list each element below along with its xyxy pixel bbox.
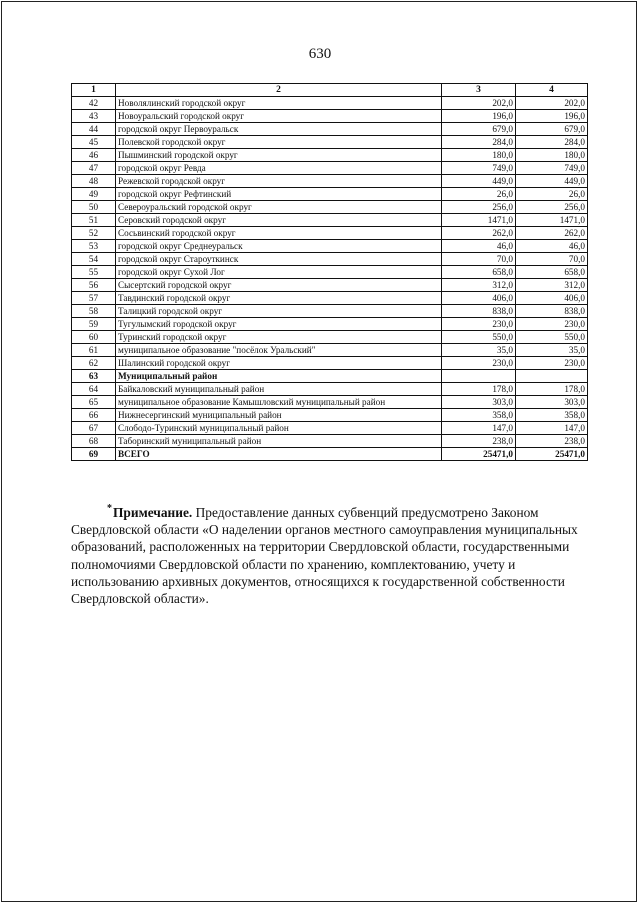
row-name-cell: ВСЕГО — [116, 448, 442, 461]
row-value-col4-cell: 180,0 — [516, 149, 588, 162]
row-name-cell: Байкаловский муниципальный район — [116, 383, 442, 396]
table-body — [72, 97, 588, 461]
row-value-col4-cell: 230,0 — [516, 357, 588, 370]
note-line: Свердловской области». — [71, 591, 209, 607]
row-name-cell: Пышминский городской округ — [116, 149, 442, 162]
note-line: использованию архивных документов, относящихся к государственной собственности — [71, 573, 565, 589]
row-number-cell: 42 — [72, 97, 116, 110]
header-col-4: 4 — [516, 84, 588, 97]
table-row — [72, 227, 588, 240]
row-name-cell: Тавдинский городской округ — [116, 292, 442, 305]
row-number-cell: 65 — [72, 396, 116, 409]
subsidy-table — [71, 83, 588, 461]
row-value-col4-cell: 550,0 — [516, 331, 588, 344]
row-number-cell: 50 — [72, 201, 116, 214]
row-name-cell: Серовский городской округ — [116, 214, 442, 227]
row-name-cell: муниципальное образование "посёлок Уральский" — [116, 344, 442, 357]
row-number-cell: 55 — [72, 266, 116, 279]
row-value-col3-cell: 35,0 — [442, 344, 516, 357]
row-value-col4-cell: 262,0 — [516, 227, 588, 240]
row-number-cell: 56 — [72, 279, 116, 292]
row-name-cell: Муниципальный район — [116, 370, 442, 383]
page-number: 630 — [308, 46, 332, 62]
row-name-cell: Тугулымский городской округ — [116, 318, 442, 331]
row-value-col3-cell: 658,0 — [442, 266, 516, 279]
row-value-col3-cell: 1471,0 — [442, 214, 516, 227]
row-value-col4-cell: 256,0 — [516, 201, 588, 214]
table-row — [72, 383, 588, 396]
row-name-cell: городской округ Староуткинск — [116, 253, 442, 266]
row-name-cell: городской округ Рефтинский — [116, 188, 442, 201]
table-row — [72, 305, 588, 318]
row-value-col4-cell: 147,0 — [516, 422, 588, 435]
row-value-col4-cell: 178,0 — [516, 383, 588, 396]
table-row — [72, 357, 588, 370]
row-number-cell: 68 — [72, 435, 116, 448]
table-row — [72, 175, 588, 188]
row-number-cell: 52 — [72, 227, 116, 240]
row-value-col3-cell: 196,0 — [442, 110, 516, 123]
row-number-cell: 57 — [72, 292, 116, 305]
header-col-1: 1 — [72, 84, 116, 97]
row-value-col3-cell: 838,0 — [442, 305, 516, 318]
note-line: образований, расположенных на территории Свердловской области, государственными — [71, 539, 570, 555]
row-name-cell: городской округ Первоуральск — [116, 123, 442, 136]
row-number-cell: 49 — [72, 188, 116, 201]
row-number-cell: 66 — [72, 409, 116, 422]
table-row — [72, 136, 588, 149]
row-value-col3-cell: 26,0 — [442, 188, 516, 201]
row-value-col3-cell: 180,0 — [442, 149, 516, 162]
row-name-cell: Таборинский муниципальный район — [116, 435, 442, 448]
row-number-cell: 63 — [72, 370, 116, 383]
row-number-cell: 45 — [72, 136, 116, 149]
row-number-cell: 58 — [72, 305, 116, 318]
table-row — [72, 123, 588, 136]
table-row — [72, 396, 588, 409]
row-number-cell: 51 — [72, 214, 116, 227]
row-value-col3-cell: 679,0 — [442, 123, 516, 136]
row-value-col3-cell: 749,0 — [442, 162, 516, 175]
row-value-col3-cell: 550,0 — [442, 331, 516, 344]
row-value-col3-cell: 202,0 — [442, 97, 516, 110]
row-value-col3-cell: 256,0 — [442, 201, 516, 214]
row-name-cell: Сосьвинский городской округ — [116, 227, 442, 240]
row-value-col4-cell — [516, 370, 588, 383]
row-number-cell: 48 — [72, 175, 116, 188]
table-row — [72, 279, 588, 292]
row-value-col4-cell: 35,0 — [516, 344, 588, 357]
row-name-cell: Талицкий городской округ — [116, 305, 442, 318]
row-number-cell: 53 — [72, 240, 116, 253]
row-value-col4-cell: 70,0 — [516, 253, 588, 266]
row-value-col4-cell: 312,0 — [516, 279, 588, 292]
row-value-col3-cell: 262,0 — [442, 227, 516, 240]
note-line: Свердловской области «О наделении органов местного самоуправления муниципальных — [71, 522, 578, 538]
row-value-col3-cell: 449,0 — [442, 175, 516, 188]
row-name-cell: Туринский городской округ — [116, 331, 442, 344]
row-name-cell: Слободо-Туринский муниципальный район — [116, 422, 442, 435]
row-number-cell: 43 — [72, 110, 116, 123]
row-name-cell: муниципальное образование Камышловский муниципальный район — [116, 396, 442, 409]
row-value-col4-cell: 658,0 — [516, 266, 588, 279]
table-row — [72, 409, 588, 422]
note-line: полномочиями Свердловской области по хранению, комплектованию, учету и — [71, 556, 516, 572]
row-value-col4-cell: 749,0 — [516, 162, 588, 175]
table-row — [72, 292, 588, 305]
row-value-col3-cell: 178,0 — [442, 383, 516, 396]
row-value-col4-cell: 303,0 — [516, 396, 588, 409]
row-value-col4-cell: 1471,0 — [516, 214, 588, 227]
row-value-col3-cell: 46,0 — [442, 240, 516, 253]
table-row — [72, 110, 588, 123]
row-name-cell: городской округ Сухой Лог — [116, 266, 442, 279]
row-number-cell: 46 — [72, 149, 116, 162]
row-number-cell: 64 — [72, 383, 116, 396]
table-row — [72, 344, 588, 357]
row-value-col4-cell: 449,0 — [516, 175, 588, 188]
header-col-2: 2 — [116, 84, 442, 97]
row-name-cell: Новолялинский городской округ — [116, 97, 442, 110]
row-name-cell: Сысертский городской округ — [116, 279, 442, 292]
row-value-col3-cell: 70,0 — [442, 253, 516, 266]
table-row — [72, 253, 588, 266]
table-row — [72, 266, 588, 279]
row-value-col4-cell: 284,0 — [516, 136, 588, 149]
row-value-col4-cell: 838,0 — [516, 305, 588, 318]
row-value-col3-cell: 284,0 — [442, 136, 516, 149]
table-row — [72, 214, 588, 227]
row-value-col3-cell: 147,0 — [442, 422, 516, 435]
row-value-col3-cell — [442, 370, 516, 383]
header-col-3: 3 — [442, 84, 516, 97]
table-row — [72, 422, 588, 435]
row-number-cell: 59 — [72, 318, 116, 331]
row-value-col4-cell: 25471,0 — [516, 448, 588, 461]
table-row — [72, 149, 588, 162]
table-row — [72, 97, 588, 110]
row-name-cell: Нижнесергинский муниципальный район — [116, 409, 442, 422]
row-number-cell: 69 — [72, 448, 116, 461]
row-value-col3-cell: 406,0 — [442, 292, 516, 305]
note-first-line-text: Предоставление данных субвенций предусмотрено Законом — [195, 505, 539, 520]
row-value-col3-cell: 358,0 — [442, 409, 516, 422]
row-name-cell: городской округ Ревда — [116, 162, 442, 175]
row-value-col3-cell: 230,0 — [442, 318, 516, 331]
row-number-cell: 62 — [72, 357, 116, 370]
table-row — [72, 370, 588, 383]
row-value-col4-cell: 230,0 — [516, 318, 588, 331]
table-row — [72, 435, 588, 448]
row-name-cell: Североуральский городской округ — [116, 201, 442, 214]
row-name-cell: Полевской городской округ — [116, 136, 442, 149]
row-number-cell: 44 — [72, 123, 116, 136]
row-value-col3-cell: 25471,0 — [442, 448, 516, 461]
row-name-cell: Новоуральский городской округ — [116, 110, 442, 123]
table-row — [72, 448, 588, 461]
table-row — [72, 331, 588, 344]
note-paragraph — [71, 500, 587, 607]
row-number-cell: 60 — [72, 331, 116, 344]
table-row — [72, 318, 588, 331]
table-row — [72, 240, 588, 253]
row-number-cell: 67 — [72, 422, 116, 435]
row-value-col4-cell: 202,0 — [516, 97, 588, 110]
table-header — [72, 84, 588, 97]
row-value-col3-cell: 230,0 — [442, 357, 516, 370]
row-value-col4-cell: 238,0 — [516, 435, 588, 448]
row-value-col3-cell: 238,0 — [442, 435, 516, 448]
note-label: Примечание. — [113, 505, 193, 520]
table-row — [72, 162, 588, 175]
row-value-col3-cell: 312,0 — [442, 279, 516, 292]
row-name-cell: Режевской городской округ — [116, 175, 442, 188]
row-value-col4-cell: 406,0 — [516, 292, 588, 305]
row-value-col4-cell: 46,0 — [516, 240, 588, 253]
row-value-col4-cell: 679,0 — [516, 123, 588, 136]
row-number-cell: 47 — [72, 162, 116, 175]
row-name-cell: городской округ Среднеуральск — [116, 240, 442, 253]
row-name-cell: Шалинский городской округ — [116, 357, 442, 370]
row-value-col4-cell: 358,0 — [516, 409, 588, 422]
row-value-col4-cell: 196,0 — [516, 110, 588, 123]
table-row — [72, 201, 588, 214]
table-row — [72, 188, 588, 201]
row-value-col4-cell: 26,0 — [516, 188, 588, 201]
row-number-cell: 54 — [72, 253, 116, 266]
row-value-col3-cell: 303,0 — [442, 396, 516, 409]
note-asterisk: * — [107, 503, 112, 514]
note-first-line — [71, 500, 587, 521]
row-number-cell: 61 — [72, 344, 116, 357]
